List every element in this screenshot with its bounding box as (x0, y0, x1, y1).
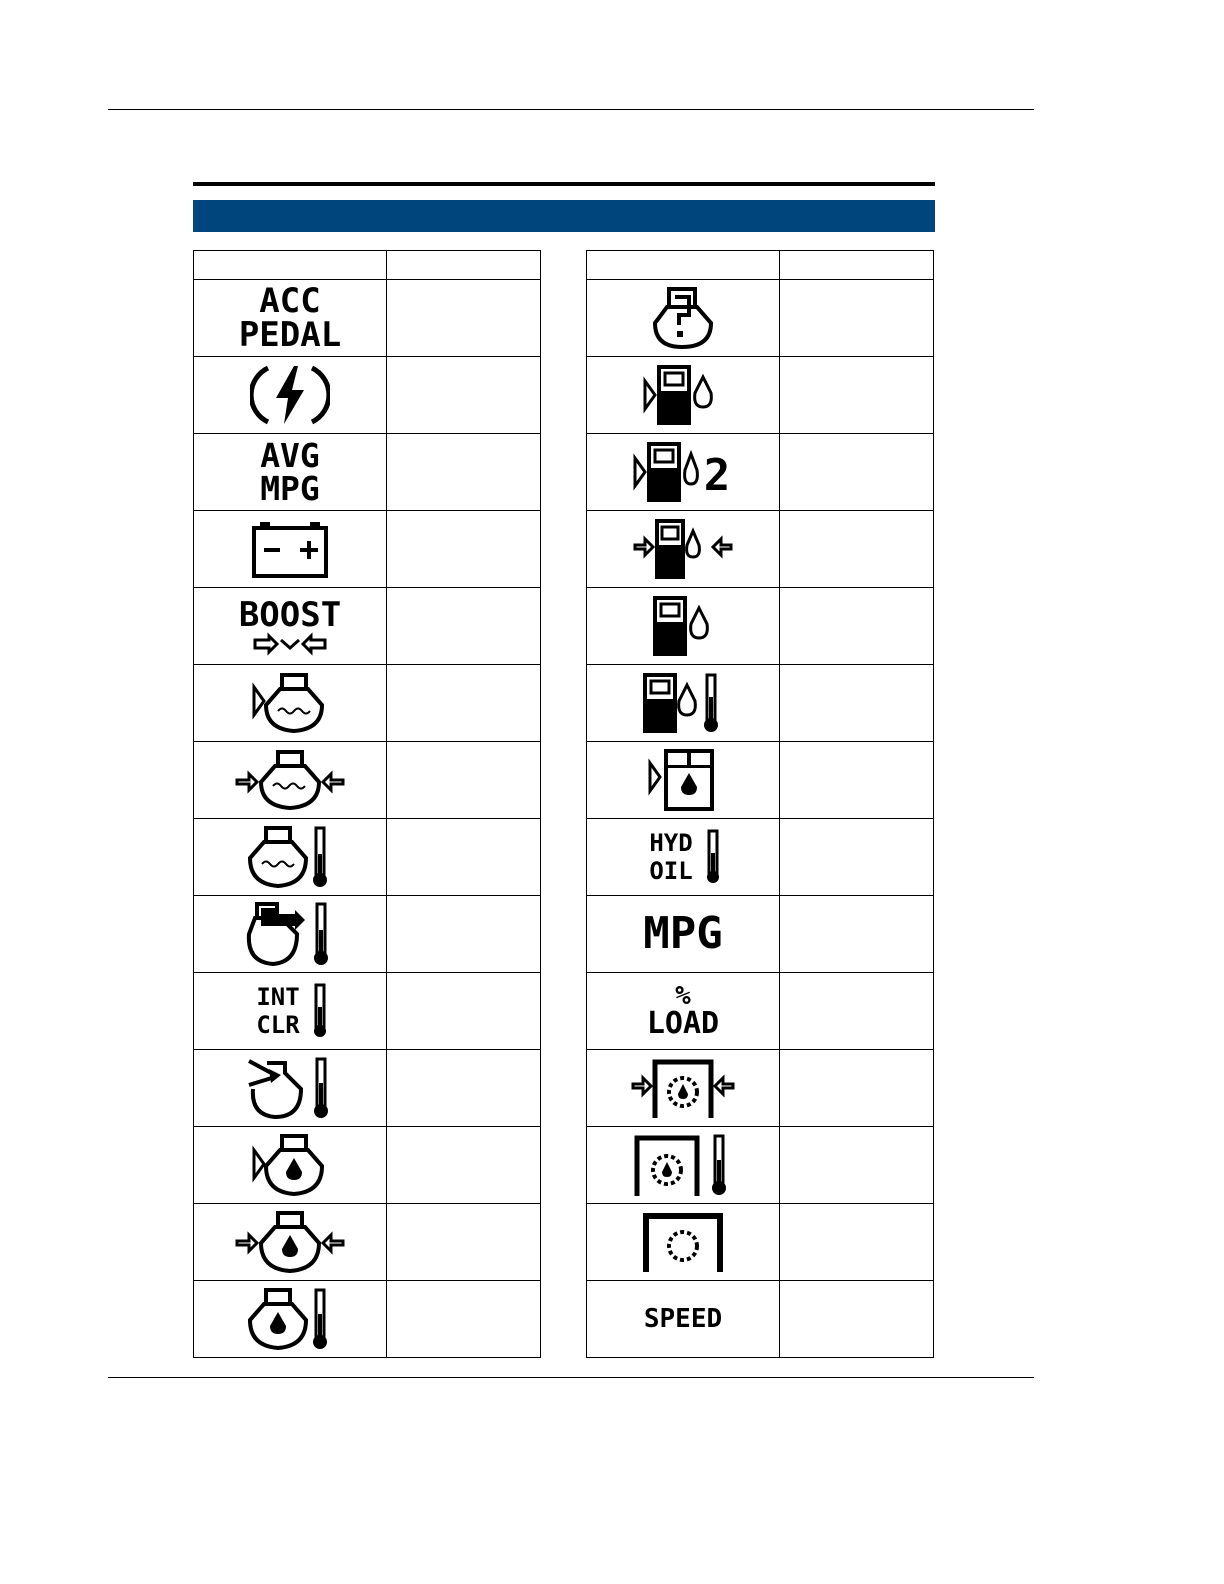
table-row (587, 819, 934, 896)
table-row (587, 1281, 934, 1358)
description-cell (387, 1204, 541, 1281)
description-cell (780, 434, 934, 511)
table-row (194, 280, 541, 357)
power-circle-icon (194, 357, 387, 434)
symbol-table-left (193, 250, 541, 1358)
table-row (587, 973, 934, 1050)
hydraulic-oil-temperature-icon (587, 819, 780, 896)
description-cell (387, 588, 541, 665)
table-row (587, 1050, 934, 1127)
icon-text-suffix: 2 (703, 450, 731, 501)
description-cell (780, 280, 934, 357)
table-row (194, 1127, 541, 1204)
engine-coolant-temperature-icon (194, 819, 387, 896)
icon-text-line1: BOOST (238, 595, 342, 635)
header-cell-symbol (587, 251, 780, 280)
speed-icon (587, 1281, 780, 1358)
mpg-icon (587, 896, 780, 973)
table-header-row (194, 251, 541, 280)
table-row (587, 357, 934, 434)
description-cell (387, 665, 541, 742)
table-row (194, 819, 541, 896)
acc-pedal-icon (194, 280, 387, 357)
description-cell (780, 1204, 934, 1281)
top-rule (108, 109, 1034, 110)
engine-oil-level-icon (194, 1127, 387, 1204)
engine-unknown-icon (587, 280, 780, 357)
table-row (194, 588, 541, 665)
description-cell (780, 1127, 934, 1204)
table-row (194, 1281, 541, 1358)
intake-temperature-icon (194, 1050, 387, 1127)
description-cell (780, 665, 934, 742)
description-cell (780, 511, 934, 588)
icon-text-line1: % (675, 981, 691, 1011)
engine-coolant-pressure-icon (194, 742, 387, 819)
icon-text-line1: ACC (259, 281, 321, 321)
avg-mpg-icon (194, 434, 387, 511)
table-row (587, 434, 934, 511)
description-cell (780, 1050, 934, 1127)
boost-icon (194, 588, 387, 665)
table-row (194, 973, 541, 1050)
icon-text-line2: CLR (256, 1011, 300, 1039)
table-row (587, 896, 934, 973)
description-cell (780, 357, 934, 434)
table-row (587, 280, 934, 357)
table-header-row (587, 251, 934, 280)
transmission-oil-pressure-icon (587, 1050, 780, 1127)
description-cell (780, 896, 934, 973)
icon-text-line1: SPEED (643, 1304, 723, 1334)
intercooler-temperature-icon (194, 973, 387, 1050)
engine-oil-pressure-icon (194, 1204, 387, 1281)
fuel-rate-icon (587, 588, 780, 665)
icon-text-line2: OIL (649, 857, 693, 885)
description-cell (780, 588, 934, 665)
description-cell (387, 434, 541, 511)
description-cell (387, 1127, 541, 1204)
description-cell (780, 742, 934, 819)
battery-icon (194, 511, 387, 588)
description-cell (387, 1050, 541, 1127)
fuel-level-icon (587, 357, 780, 434)
table-row (194, 357, 541, 434)
header-cell-description (780, 251, 934, 280)
transmission-oil-temperature-icon (587, 1127, 780, 1204)
section-rule (193, 182, 935, 186)
icon-text-line2: PEDAL (238, 315, 342, 355)
table-row (194, 742, 541, 819)
table-title-bar (193, 200, 935, 232)
table-row (194, 434, 541, 511)
header-cell-symbol (194, 251, 387, 280)
description-cell (387, 280, 541, 357)
description-cell (387, 819, 541, 896)
description-cell (780, 1281, 934, 1358)
percent-load-icon (587, 973, 780, 1050)
description-cell (387, 357, 541, 434)
icon-text-line1: MPG (643, 908, 723, 959)
table-row (194, 1050, 541, 1127)
bottom-rule (108, 1377, 1034, 1378)
icon-text-line2: MPG (260, 469, 320, 508)
table-row (587, 1127, 934, 1204)
table-row (194, 896, 541, 973)
symbol-table-right (586, 250, 934, 1358)
table-row (194, 1204, 541, 1281)
description-cell (387, 1281, 541, 1358)
description-cell (387, 742, 541, 819)
description-cell (387, 973, 541, 1050)
icon-text-line2: LOAD (646, 1006, 720, 1041)
fuel-level-2-icon (587, 434, 780, 511)
description-cell (780, 819, 934, 896)
icon-text-line1: AVG (260, 436, 320, 475)
table-row (587, 665, 934, 742)
table-row (587, 742, 934, 819)
description-cell (387, 896, 541, 973)
description-cell (387, 511, 541, 588)
transmission-icon (587, 1204, 780, 1281)
description-cell (780, 973, 934, 1050)
exhaust-temperature-icon (194, 896, 387, 973)
icon-text-line1: INT (256, 983, 300, 1011)
table-row (587, 511, 934, 588)
hydraulic-oil-level-icon (587, 742, 780, 819)
fuel-temperature-icon (587, 665, 780, 742)
engine-coolant-level-icon (194, 665, 387, 742)
icon-text-line1: HYD (649, 829, 693, 857)
table-row (194, 665, 541, 742)
header-cell-description (387, 251, 541, 280)
fuel-pressure-icon (587, 511, 780, 588)
table-row (194, 511, 541, 588)
table-row (587, 1204, 934, 1281)
engine-oil-temperature-icon (194, 1281, 387, 1358)
table-row (587, 588, 934, 665)
